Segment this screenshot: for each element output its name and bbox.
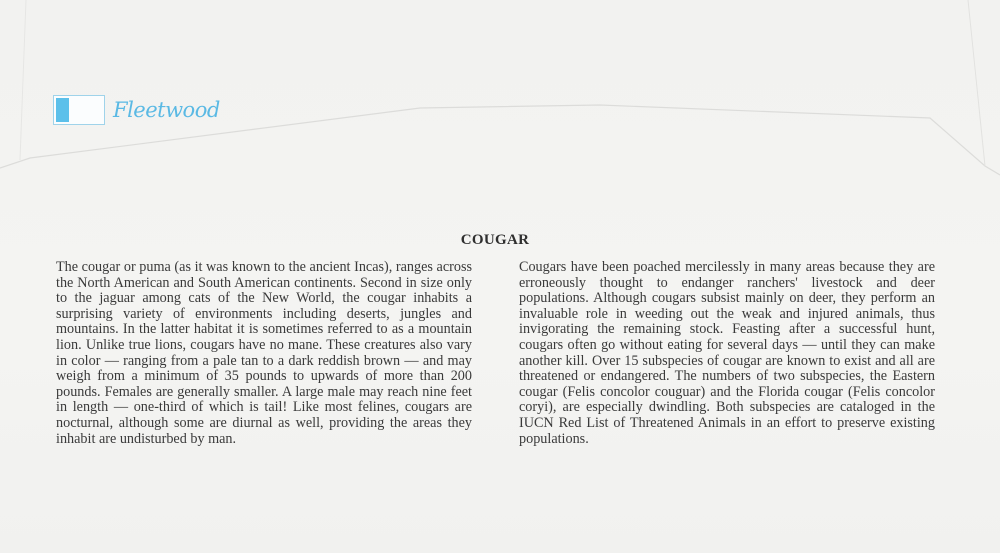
article-right-column: Cougars have been poached mercilessly in many areas because they are erroneously thought to endanger ranchers' livestock and deer populations. Although cougars subsist mainly on deer, they perform an invaluable role in weeding out the weak and injured animals, thus invigorating the remaining stock. Feasting after a successful hunt, cougars often go without eating for several days — until they can make another kill. Over 15 subspecies of cougar are known to exist and all are threatened or endangered. The numbers of two subspecies, the Eastern cougar (Felis concolor couguar) and the Florida cougar (Felis concolor coryi), are especially dwindling. Both subspecies are cataloged in the IUCN Red List of Threatened Animals in an effort to preserve existing populations. xyxy=(519,259,935,447)
logo-mark xyxy=(53,95,105,125)
logo-mark-fill xyxy=(56,98,69,122)
logo-text: Fleetwood xyxy=(113,98,220,122)
brand-logo xyxy=(53,94,220,126)
article-left-column: The cougar or puma (as it was known to the ancient Incas), ranges across the North American and South American continents. Second in size only to the jaguar among cats of the New World, the cougar inhabits a surprising variety of environments including deserts, jungles and mountains. In the latter habitat it is sometimes referred to as a mountain lion. Unlike true lions, cougars have no mane. These creatures also vary in color — ranging from a pale tan to a dark reddish brown — and may weigh from a minimum of 35 pounds to upwards of more than 200 pounds. Females are generally smaller. A large male may reach nine feet in length — one-third of which is tail! Like most felines, cougars are nocturnal, although some are diurnal as well, providing the areas they inhabit are undisturbed by man. xyxy=(56,259,472,447)
article-title: COUGAR xyxy=(460,232,530,248)
